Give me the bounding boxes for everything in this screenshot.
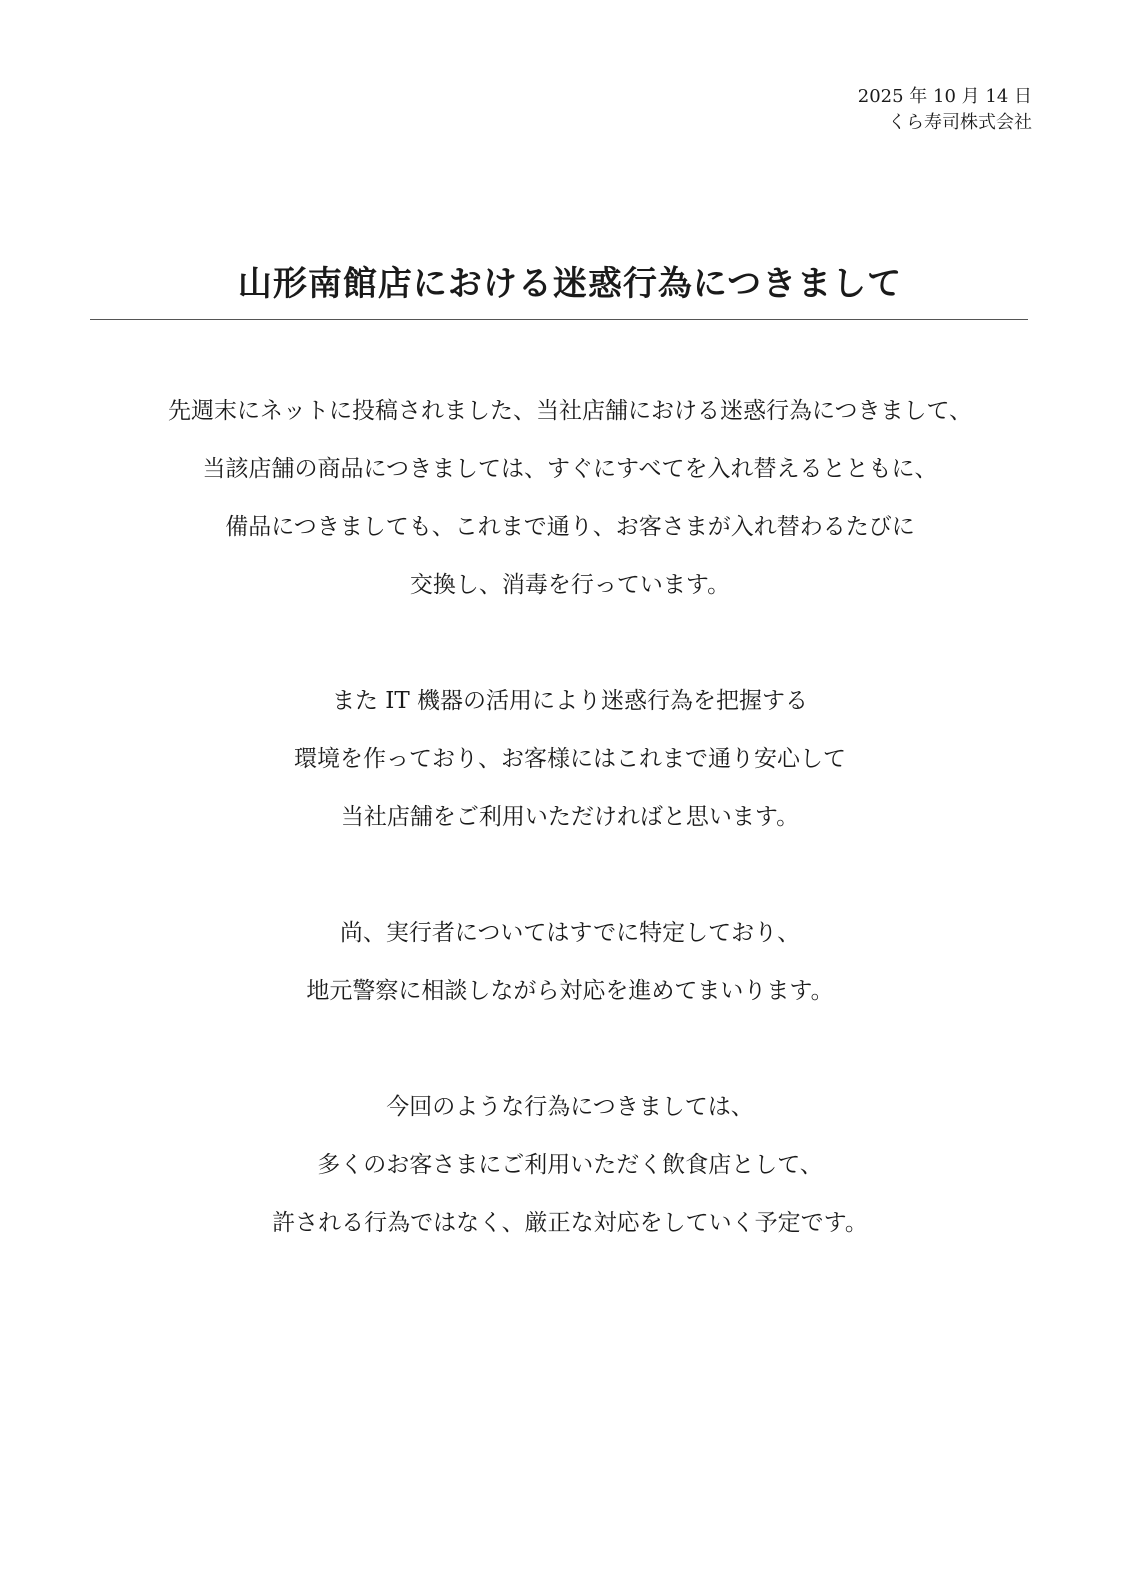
paragraph-line: 交換し、消毒を行っています。 — [409, 572, 731, 598]
paragraph-line: 先週末にネットに投稿されました、当社店舗における迷惑行為につきまして、 — [167, 398, 973, 424]
paragraph-line: 当該店舗の商品につきましては、すぐにすべてを入れ替えるとともに、 — [202, 456, 938, 482]
paragraph-line: 今回のような行為につきましては、 — [386, 1094, 754, 1120]
document-title: 山形南館店における迷惑行為につきまして — [237, 264, 903, 304]
paragraph-line: 当社店舗をご利用いただければと思います。 — [340, 804, 800, 830]
title-divider — [90, 319, 1028, 320]
paragraph-line: 多くのお客さまにご利用いただく飲食店として、 — [317, 1152, 823, 1178]
document-date: 2025 年 10 月 14 日 — [857, 86, 1032, 107]
paragraph-line: 許される行為ではなく、厳正な対応をしていく予定です。 — [272, 1210, 868, 1236]
document-header — [858, 84, 1032, 136]
company-name: くら寿司株式会社 — [888, 112, 1032, 133]
document-body — [0, 382, 1140, 1252]
paragraph-4 — [0, 1078, 1140, 1252]
paragraph-line: 環境を作っており、お客様にはこれまで通り安心して — [294, 746, 846, 772]
paragraph-line: また IT 機器の活用により迷惑行為を把握する — [331, 688, 809, 714]
paragraph-line: 尚、実行者についてはすでに特定しており、 — [339, 920, 801, 946]
paragraph-line: 備品につきましても、これまで通り、お客さまが入れ替わるたびに — [225, 514, 915, 540]
paragraph-2 — [0, 672, 1140, 846]
paragraph-3 — [0, 904, 1140, 1020]
paragraph-1 — [0, 382, 1140, 614]
paragraph-line: 地元警察に相談しながら対応を進めてまいります。 — [306, 978, 834, 1004]
